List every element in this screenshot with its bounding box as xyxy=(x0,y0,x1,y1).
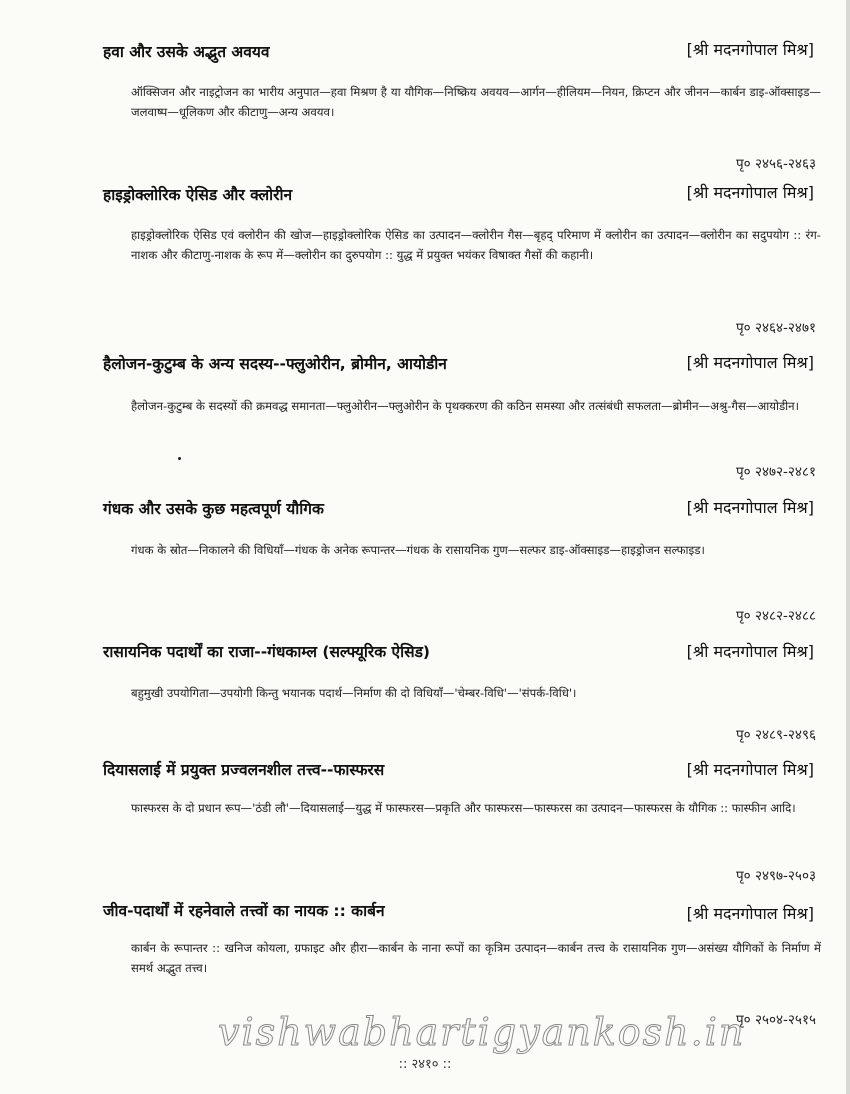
entry-title: रासायनिक पदार्थों का राजा--गंधकाम्ल (सल्फ्यूरिक ऐसिड) xyxy=(103,643,431,661)
website-watermark: vishwabhartigyankosh.in xyxy=(218,1010,746,1054)
entry-pages: पृ० २४६४-२४७१ xyxy=(735,320,816,336)
entry-title: जीव-पदार्थों में रहनेवाले तत्त्वों का नायक :: कार्बन xyxy=(103,902,385,920)
ink-dot xyxy=(178,457,181,460)
entry-author: [श्री मदनगोपाल मिश्र] xyxy=(686,904,814,923)
entry-author: [श्री मदनगोपाल मिश्र] xyxy=(686,183,814,202)
entry-description: बहुमुखी उपयोगिता—उपयोगी किन्तु भयानक पदार्थ—निर्माण की दो विधियाँ—'चेम्बर-विधि'—'संपर्क-विधि'। xyxy=(131,686,577,700)
entry-description: फास्फरस के दो प्रधान रूप—'ठंडी लौ'—दियासलाई—युद्ध में फास्फरस—प्रकृति और फास्फरस—फास्फरस का उत्पादन—फास्फरस के यौगिक :: फास्फीन आदि। xyxy=(131,801,796,815)
entry-author: [श्री मदनगोपाल मिश्र] xyxy=(686,760,814,779)
entry-author: [श्री मदनगोपाल मिश्र] xyxy=(686,40,814,59)
entry-description: ऑक्सिजन और नाइट्रोजन का भारीय अनुपात—हवा मिश्रण है या यौगिक—निष्क्रिय अवयव—आर्गन—हीलियम—नियन, क्रिप्टन और जीनन—कार्बन डाइ-ऑक्साइड—जलवाष्प—धूलिकण और कीटाणु—अन्य अवयव। xyxy=(131,85,821,119)
entry-description: हाइड्रोक्लोरिक ऐसिड एवं क्लोरीन की खोज—हाइड्रोक्लोरिक ऐसिड का उत्पादन—क्लोरीन गैस—बृहद् परिमाण में क्लोरीन का उत्पादन—क्लोरीन का सदुपयोग :: रंग-नाशक और कीटाणु-नाशक के रूप में—क्लोरीन का दुरुपयोग :: युद्ध में प्रयुक्त भयंकर विषाक्त गैसों की कहानी। xyxy=(131,228,821,262)
entry-author: [श्री मदनगोपाल मिश्र] xyxy=(686,642,814,661)
entry-pages: पृ० २४८९-२४९६ xyxy=(735,727,816,743)
entry-pages: पृ० २४५६-२४६३ xyxy=(735,156,816,172)
entry-description: हैलोजन-कुटुम्ब के सदस्यों की क्रमवद्ध समानता—फ्लुओरीन—फ्लुओरीन के पृथक्करण की कठिन समस्या और तत्संबंधी सफलता—ब्रोमीन—अश्रु-गैस—आयोडीन। xyxy=(131,399,799,413)
page-edge-shadow xyxy=(846,0,850,1094)
entry-title: दियासलाई में प्रयुक्त प्रज्वलनशील तत्त्व--फास्फरस xyxy=(103,761,385,779)
entry-title: हवा और उसके अद्भुत अवयव xyxy=(103,43,270,61)
entry-pages: पृ० २४७२-२४८१ xyxy=(735,464,816,480)
entry-author: [श्री मदनगोपाल मिश्र] xyxy=(686,353,814,372)
entry-pages: पृ० २४८२-२४८८ xyxy=(735,608,816,624)
entry-title: हाइड्रोक्लोरिक ऐसिड और क्लोरीन xyxy=(103,186,293,204)
entry-pages: पृ० २४९७-२५०३ xyxy=(735,868,816,884)
entry-pages: पृ० २५०४-२५१५ xyxy=(735,1012,816,1028)
page-number: :: २४१० :: xyxy=(398,1057,452,1072)
entry-title: गंधक और उसके कुछ महत्वपूर्ण यौगिक xyxy=(103,500,324,518)
entry-author: [श्री मदनगोपाल मिश्र] xyxy=(686,498,814,517)
entry-title: हैलोजन-कुटुम्ब के अन्य सदस्य--फ्लुओरीन, ब्रोमीन, आयोडीन xyxy=(103,355,447,373)
entry-description: गंधक के स्रोत—निकालने की विधियाँ—गंधक के अनेक रूपान्तर—गंधक के रासायनिक गुण—सल्फर डाइ-ऑक्साइड—हाइड्रोजन सल्फाइड। xyxy=(131,543,705,557)
entry-description: कार्बन के रूपान्तर :: खनिज कोयला, ग्रफाइट और हीरा—कार्बन के नाना रूपों का कृत्रिम उत्पादन—कार्बन तत्त्व के रासायनिक गुण—असंख्य यौगिकों के निर्माण में समर्थ अद्भुत तत्त्व। xyxy=(131,941,821,975)
